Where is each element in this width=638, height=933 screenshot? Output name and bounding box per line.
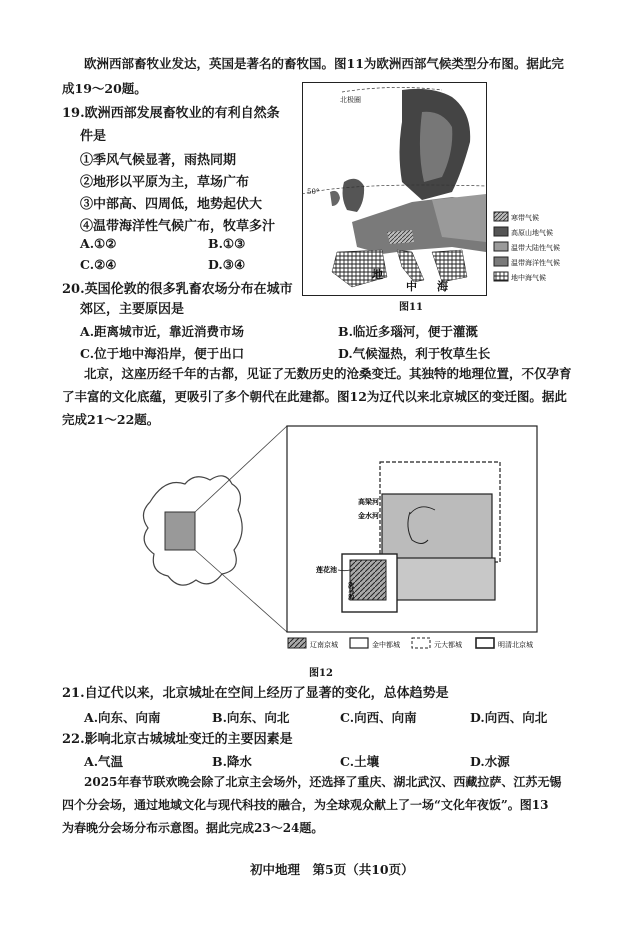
legend-swatch-1: [494, 227, 508, 236]
lat-label: 50°: [307, 188, 320, 196]
q20-stem-line1: 20.英国伦敦的很多乳畜农场分布在城市: [62, 282, 293, 297]
sea-label-3: 海: [437, 280, 448, 293]
label-lianhua-pond: 莲花池: [316, 565, 337, 574]
legend-swatch-2: [494, 242, 508, 251]
legend-label-2: 温带大陆性气候: [511, 244, 560, 252]
q22-option-c[interactable]: C.土壤: [340, 754, 380, 769]
q19-option-c[interactable]: C.②④: [80, 257, 117, 272]
q21-option-a[interactable]: A.向东、向南: [84, 710, 161, 725]
legend-label-0: 寒带气候: [511, 214, 539, 222]
legend12-swatch-liao: [288, 638, 306, 648]
legend12-label-mingqing: 明清北京城: [498, 641, 533, 649]
q20-option-c[interactable]: C.位于地中海沿岸，便于出口: [80, 346, 245, 361]
beijing-city-map: [110, 422, 580, 662]
sea-label-2: 中: [406, 280, 417, 293]
q22-option-d[interactable]: D.水源: [470, 754, 510, 769]
q22-option-b[interactable]: B.降水: [212, 754, 252, 769]
legend-swatch-0: [494, 212, 508, 221]
label-jinshui-river: 金水河: [358, 511, 379, 520]
q20-option-a[interactable]: A.距离城市近，靠近消费市场: [80, 324, 245, 339]
intro-beijing-line3: 完成21～22题。: [62, 412, 160, 427]
page-footer: 初中地理 第5页（共10页）: [250, 862, 414, 877]
q19-option-d[interactable]: D.③④: [208, 257, 246, 272]
legend-label-1: 高原山地气候: [511, 229, 553, 237]
legend12-label-yuan: 元大都城: [434, 641, 462, 649]
intro-europe-line2: 成19～20题。: [62, 81, 147, 96]
q19-stem-line2: 件是: [80, 129, 107, 144]
fig12-legend: [288, 638, 533, 649]
legend12-swatch-mingqing: [476, 638, 494, 648]
label-xima-gou: 洗马沟: [346, 582, 354, 600]
q19-item-3: ③中部高、四周低，地势起伏大: [80, 197, 263, 212]
zoom-line-bottom: [195, 550, 287, 632]
q20-stem-line2: 郊区，主要原因是: [80, 302, 185, 317]
legend-label-3: 温带海洋性气候: [511, 259, 560, 267]
q20-option-b[interactable]: B.临近多瑙河，便于灌溉: [338, 324, 478, 339]
fig12-caption: 图12: [309, 668, 333, 679]
intro-beijing-line2: 了丰富的文化底蕴，更吸引了多个朝代在此建都。图12为辽代以来北京城区的变迁图。据此: [62, 389, 567, 404]
sea-label-1: 地: [372, 268, 383, 281]
intro-gala-line3: 为春晚分会场分布示意图。据此完成23～24题。: [62, 821, 324, 835]
label-gaoliang-river: 高梁河: [358, 497, 379, 506]
q19-option-b[interactable]: B.①③: [208, 236, 246, 251]
liao-nanjing-area: [350, 560, 386, 600]
q19-stem-line1: 19.欧洲西部发展畜牧业的有利自然条: [62, 106, 280, 121]
intro-gala-line2: 四个分会场，通过地域文化与现代科技的融合，为全球观众献上了一场“文化年夜饭”。图13: [62, 798, 549, 812]
legend12-label-liao: 辽南京城: [310, 641, 338, 649]
intro-beijing-line1: 北京，这座历经千年的古都，见证了无数历史的沧桑变迁。其独特的地理位置，不仅孕育: [84, 366, 572, 381]
legend12-label-jin: 金中都城: [372, 641, 400, 649]
europe-climate-map: [302, 82, 606, 297]
q20-option-d[interactable]: D.气候湿热，利于牧草生长: [338, 346, 491, 361]
legend-swatch-3: [494, 257, 508, 266]
q19-item-1: ①季风气候显著，雨热同期: [80, 153, 237, 168]
legend-swatch-4: [494, 272, 508, 281]
q21-stem: 21.自辽代以来，北京城址在空间上经历了显著的变化，总体趋势是: [62, 686, 449, 701]
q22-stem: 22.影响北京古城城址变迁的主要因素是: [62, 732, 293, 747]
q21-option-c[interactable]: C.向西、向南: [340, 710, 417, 725]
intro-gala-line1: 2025年春节联欢晚会除了北京主会场外，还选择了重庆、湖北武汉、西藏拉萨、江苏无锡: [84, 775, 562, 789]
fig11-legend: [494, 212, 560, 282]
legend12-swatch-yuan: [412, 638, 430, 648]
legend-label-4: 地中海气候: [511, 274, 546, 282]
q21-option-d[interactable]: D.向西、向北: [470, 710, 548, 725]
fig11-caption: 图11: [399, 302, 423, 313]
q19-item-4: ④温带海洋性气候广布，牧草多汁: [80, 219, 276, 234]
intro-europe-line1: 欧洲西部畜牧业发达，英国是著名的畜牧国。图11为欧洲西部气候类型分布图。据此完: [84, 56, 564, 71]
q19-item-2: ②地形以平原为主，草场广布: [80, 175, 250, 190]
legend12-swatch-jin: [350, 638, 368, 648]
alps-highland: [387, 230, 414, 244]
arctic-label: 北极圈: [340, 96, 361, 104]
q21-option-b[interactable]: B.向东、向北: [212, 710, 290, 725]
city-area-highlight: [165, 512, 195, 550]
q22-option-a[interactable]: A.气温: [84, 754, 124, 769]
q19-option-a[interactable]: A.①②: [80, 236, 117, 251]
